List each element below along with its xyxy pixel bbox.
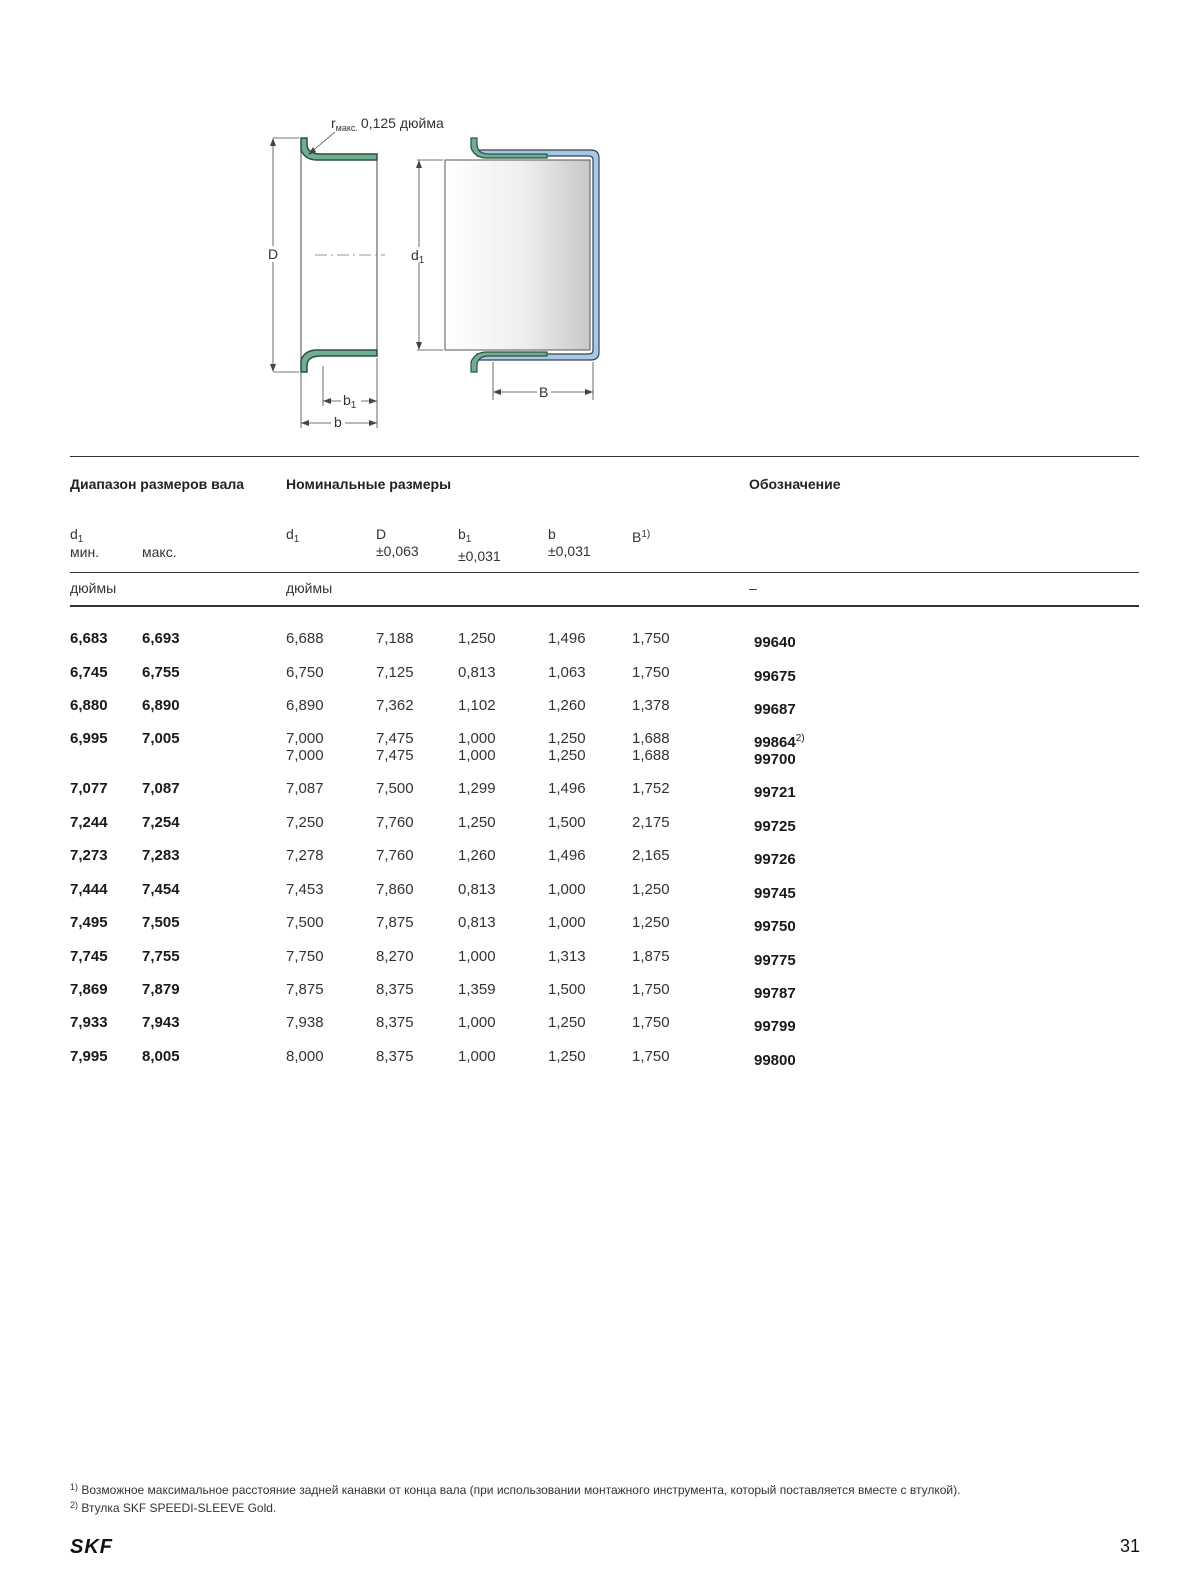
cell-b1: 1,102 xyxy=(458,697,496,714)
subheader-b: b ±0,031 xyxy=(548,526,591,559)
cell-d1: 7,875 xyxy=(286,981,324,998)
cell-b: 1,313 xyxy=(548,948,586,965)
cell-B: 1,752 xyxy=(632,780,670,797)
cell-b1: 0,813 xyxy=(458,914,496,931)
cell-min: 7,745 xyxy=(70,948,108,965)
cell-d1: 7,453 xyxy=(286,881,324,898)
cell-min: 7,077 xyxy=(70,780,108,797)
cell-B: 1,750 xyxy=(632,1048,670,1065)
cell-des: 99775 xyxy=(754,952,796,969)
page-number: 31 xyxy=(1119,1536,1140,1556)
cell-b: 1,500 xyxy=(548,981,586,998)
seal-profile-bottom xyxy=(301,350,377,372)
cell-b1: 1,000 xyxy=(458,948,496,965)
cell-B: 1,688 xyxy=(632,747,670,764)
cell-max: 6,693 xyxy=(142,630,180,647)
cell-D: 7,860 xyxy=(376,881,414,898)
cell-des: 99800 xyxy=(754,1052,796,1069)
cell-min: 7,444 xyxy=(70,881,108,898)
cell-B: 1,250 xyxy=(632,914,670,931)
header-nominal: Номинальные размеры xyxy=(286,476,452,492)
cell-D: 7,362 xyxy=(376,697,414,714)
cell-des: 99799 xyxy=(754,1018,796,1035)
cell-d1: 7,500 xyxy=(286,914,324,931)
radius-label: $r_{макс.}$ 0,125 дюйма xyxy=(331,115,444,133)
cell-B: 1,750 xyxy=(632,664,670,681)
label-D: D xyxy=(268,246,279,262)
cell-d1: 7,000 xyxy=(286,730,324,747)
cell-B: 1,750 xyxy=(632,630,670,647)
units-nominal: дюймы xyxy=(286,580,333,596)
cell-d1: 6,890 xyxy=(286,697,324,714)
cell-max: 7,505 xyxy=(142,914,180,931)
cell-b1: 0,813 xyxy=(458,881,496,898)
cell-D: 7,760 xyxy=(376,847,414,864)
cell-max: 7,283 xyxy=(142,847,180,864)
cell-d1: 6,688 xyxy=(286,630,324,647)
footnote-2: $^{2)}$ Втулка SKF SPEEDI-SLEEVE Gold. xyxy=(70,1500,277,1515)
cell-b1: 0,813 xyxy=(458,664,496,681)
cell-D: 8,375 xyxy=(376,981,414,998)
cell-max: 6,890 xyxy=(142,697,180,714)
drawing-svg xyxy=(255,110,655,440)
cell-des: 99864$^{2)}$ xyxy=(754,733,805,751)
cell-b: 1,000 xyxy=(548,914,586,931)
subheader-d1: $d_1$ xyxy=(286,526,300,545)
cell-b1: 1,299 xyxy=(458,780,496,797)
subheader-min: мин. xyxy=(70,544,100,560)
cell-B: 1,750 xyxy=(632,981,670,998)
cell-max: 7,879 xyxy=(142,981,180,998)
seal-sleeve-drawing xyxy=(255,110,655,440)
cell-d1: 7,938 xyxy=(286,1014,324,1031)
cell-d1: 7,750 xyxy=(286,948,324,965)
cell-min: 6,880 xyxy=(70,697,108,714)
cell-des: 99745 xyxy=(754,885,796,902)
cell-des: 99787 xyxy=(754,985,796,1002)
cell-D: 8,375 xyxy=(376,1014,414,1031)
cell-D: 7,125 xyxy=(376,664,414,681)
cell-b: 1,496 xyxy=(548,847,586,864)
cell-b: 1,260 xyxy=(548,697,586,714)
cell-b1: 1,250 xyxy=(458,630,496,647)
cell-b: 1,250 xyxy=(548,1048,586,1065)
subheader-b1: $b_1$ ±0,031 xyxy=(458,526,501,564)
header-shaft-range: Диапазон размеров вала xyxy=(70,476,245,492)
cell-d1: 7,000 xyxy=(286,747,324,764)
cell-b1: 1,000 xyxy=(458,1048,496,1065)
cell-b: 1,500 xyxy=(548,814,586,831)
cell-D: 7,500 xyxy=(376,780,414,797)
cell-d1: 7,250 xyxy=(286,814,324,831)
cell-D: 7,188 xyxy=(376,630,414,647)
cell-b1: 1,000 xyxy=(458,1014,496,1031)
cell-min: 7,933 xyxy=(70,1014,108,1031)
cell-des: 99750 xyxy=(754,918,796,935)
cell-B: 1,750 xyxy=(632,1014,670,1031)
cell-B: 1,250 xyxy=(632,881,670,898)
cell-min: 7,869 xyxy=(70,981,108,998)
cell-D: 7,475 xyxy=(376,747,414,764)
cell-d1: 6,750 xyxy=(286,664,324,681)
cell-max: 7,254 xyxy=(142,814,180,831)
cell-min: 7,495 xyxy=(70,914,108,931)
cell-D: 8,375 xyxy=(376,1048,414,1065)
footnotes xyxy=(70,1480,960,1516)
shaft xyxy=(445,160,590,350)
cell-max: 7,454 xyxy=(142,881,180,898)
label-d1: $d_1$ xyxy=(411,247,425,266)
cell-des: 99675 xyxy=(754,668,796,685)
cell-b1: 1,260 xyxy=(458,847,496,864)
cell-min: 6,683 xyxy=(70,630,108,647)
subheader-B: $B^{1)}$ xyxy=(632,529,651,545)
label-B: B xyxy=(539,384,549,400)
cell-d1: 7,087 xyxy=(286,780,324,797)
cell-b1: 1,000 xyxy=(458,730,496,747)
cell-B: 1,688 xyxy=(632,730,670,747)
cell-des: 99687 xyxy=(754,701,796,718)
skf-logo: SKF xyxy=(70,1536,113,1558)
units-bottom-rule xyxy=(70,605,1139,607)
cell-des: 99640 xyxy=(754,634,796,651)
cell-des: 99726 xyxy=(754,851,796,868)
cell-B: 2,175 xyxy=(632,814,670,831)
subheader-D: D ±0,063 xyxy=(376,526,419,559)
cell-D: 7,475 xyxy=(376,730,414,747)
cell-max: 7,943 xyxy=(142,1014,180,1031)
cell-max: 8,005 xyxy=(142,1048,180,1065)
cell-d1: 7,278 xyxy=(286,847,324,864)
table-top-rule xyxy=(70,456,1139,457)
cell-min: 7,244 xyxy=(70,814,108,831)
units-designation: – xyxy=(749,580,757,596)
subheader-d1-range: $d_1$ xyxy=(70,526,84,545)
cell-b1: 1,250 xyxy=(458,814,496,831)
cell-b: 1,000 xyxy=(548,881,586,898)
cell-b: 1,063 xyxy=(548,664,586,681)
cell-des: 99725 xyxy=(754,818,796,835)
subheader-max: макс. xyxy=(142,544,177,560)
cell-min: 7,273 xyxy=(70,847,108,864)
label-b1: $b_1$ xyxy=(343,392,357,411)
cell-max: 6,755 xyxy=(142,664,180,681)
cell-des: 99700 xyxy=(754,751,796,768)
cell-b: 1,496 xyxy=(548,630,586,647)
cell-max: 7,755 xyxy=(142,948,180,965)
cell-b: 1,496 xyxy=(548,780,586,797)
cell-B: 1,378 xyxy=(632,697,670,714)
cell-B: 2,165 xyxy=(632,847,670,864)
cell-min: 6,745 xyxy=(70,664,108,681)
cell-D: 7,875 xyxy=(376,914,414,931)
cell-d1: 8,000 xyxy=(286,1048,324,1065)
cell-des: 99721 xyxy=(754,784,796,801)
units-range: дюймы xyxy=(70,580,117,596)
footnote-1: $^{1)}$ Возможное максимальное расстояние задней канавки от конца вала (при использовании монтажного инструмента, который поставляется вместе с втулкой). xyxy=(70,1482,961,1497)
cell-b: 1,250 xyxy=(548,1014,586,1031)
cell-min: 7,995 xyxy=(70,1048,108,1065)
seal-right-top xyxy=(471,138,547,158)
cell-D: 8,270 xyxy=(376,948,414,965)
cell-b1: 1,359 xyxy=(458,981,496,998)
units-top-rule xyxy=(70,572,1139,573)
cell-max: 7,087 xyxy=(142,780,180,797)
cell-b: 1,250 xyxy=(548,730,586,747)
seal-right-bottom xyxy=(471,352,547,372)
cell-min: 6,995 xyxy=(70,730,108,747)
cell-D: 7,760 xyxy=(376,814,414,831)
cell-B: 1,875 xyxy=(632,948,670,965)
cell-b: 1,250 xyxy=(548,747,586,764)
cell-max: 7,005 xyxy=(142,730,180,747)
header-designation: Обозначение xyxy=(749,476,841,492)
label-b: b xyxy=(334,414,342,430)
cell-b1: 1,000 xyxy=(458,747,496,764)
